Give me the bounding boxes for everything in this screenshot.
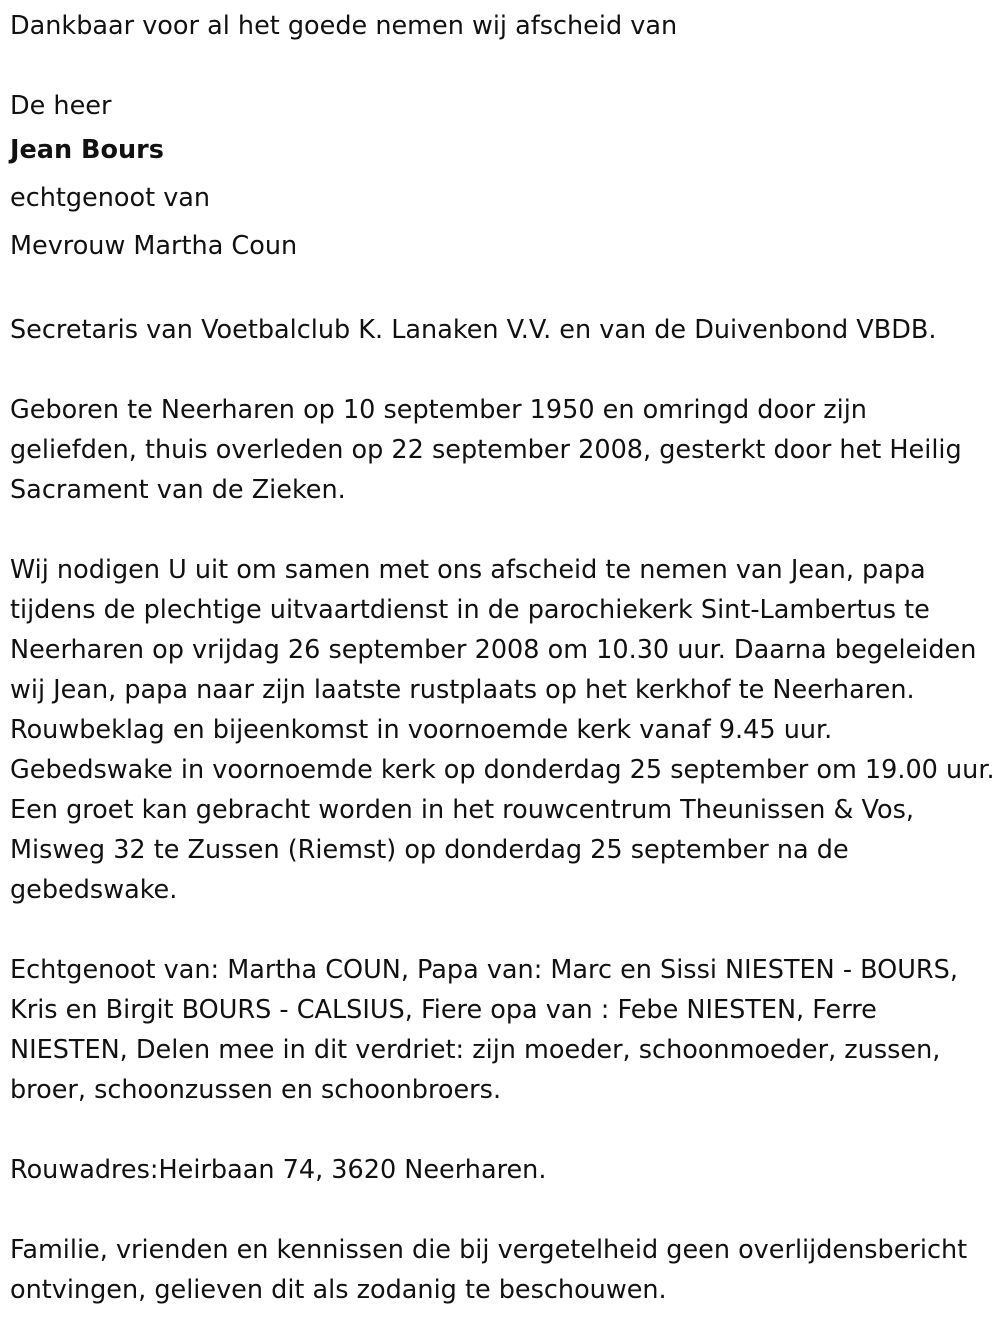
title-text: De heer	[10, 91, 112, 121]
family-text: Echtgenoot van: Martha COUN, Papa van: Marc en Sissi NIESTEN - BOURS, Kris en Birgit BOURS - CALSIUS, Fiere opa van : Febe NIESTEN, Ferre NIESTEN, Delen mee in dit verdriet: zijn moeder, schoonmoeder, zussen, broer, schoonzussen en schoonbroers.	[10, 955, 958, 1105]
intro-text: Dankbaar voor al het goede nemen wij afscheid van	[10, 11, 678, 41]
spouse-name: Mevrouw Martha Coun	[10, 231, 298, 261]
deceased-name: Jean Bours	[10, 135, 164, 165]
invitation-text: Wij nodigen U uit om samen met ons afscheid te nemen van Jean, papa tijdens de plechtige uitvaartdienst in de parochiekerk Sint-Lambertus te Neerharen op vrijdag 26 september 2008 om 10.30 uur. Daarna begeleiden wij Jean, papa naar zijn laatste rustplaats op het kerkhof te Neerharen. Rouwbeklag en bijeenkomst in voornoemde kerk vanaf 9.45 uur. Gebedswake in voornoemde kerk op donderdag 25 september om 19.00 uur. Een groet kan gebracht worden in het rouwcentrum Theunissen & Vos, Misweg 32 te Zussen (Riemst) op donderdag 25 september na de gebedswake.	[10, 555, 995, 905]
birth-death-text: Geboren te Neerharen op 10 september 1950 en omringd door zijn geliefden, thuis overleden op 22 september 2008, gesterkt door het Heilig Sacrament van de Zieken.	[10, 395, 962, 505]
address-text: Rouwadres:Heirbaan 74, 3620 Neerharen.	[10, 1155, 547, 1185]
spouse-prefix: echtgenoot van	[10, 183, 211, 213]
closing-text: Familie, vrienden en kennissen die bij vergetelheid geen overlijdensbericht ontvingen, gelieven dit als zodanig te beschouwen.	[10, 1235, 968, 1305]
obituary-document	[10, 6, 995, 1310]
secretary-text: Secretaris van Voetbalclub K. Lanaken V.V. en van de Duivenbond VBDB.	[10, 315, 937, 345]
